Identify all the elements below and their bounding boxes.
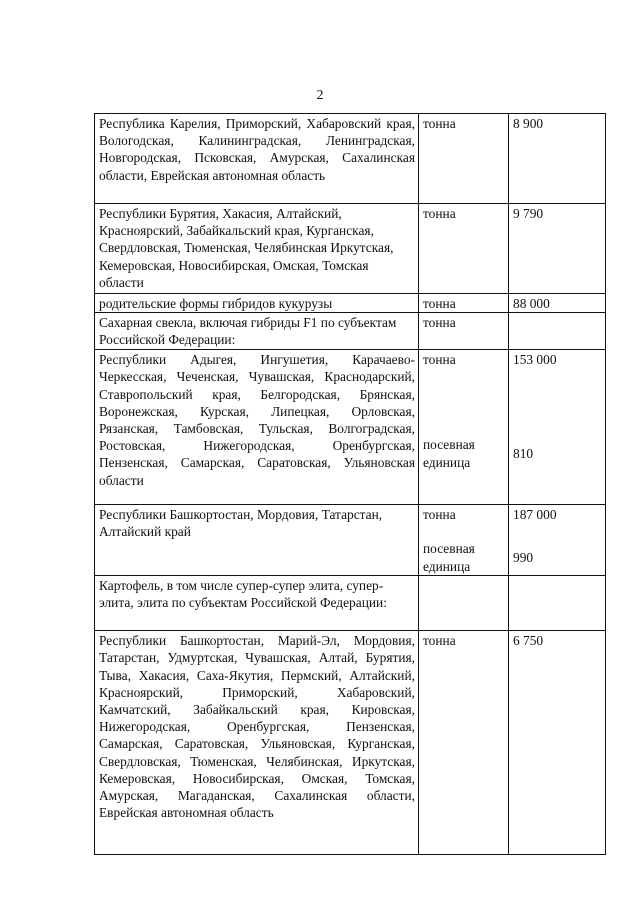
amount-cell <box>509 350 606 505</box>
unit-cell: тонна <box>419 631 509 855</box>
unit-label: тонна <box>423 352 456 368</box>
region-cell: Республики Бурятия, Хакасия, Алтайский, Красноярский, Забайкальский края, Курганская, Свердловская, Тюменская, Челябинская Иркутская, Кемеровская, Новосибирская, Омская, Томская области <box>95 204 419 294</box>
unit-label-secondary: посевная единица <box>423 541 475 574</box>
region-cell: родительские формы гибридов кукурузы <box>95 294 419 313</box>
unit-cell <box>419 505 509 576</box>
amount-cell <box>509 505 606 576</box>
unit-cell: тонна <box>419 313 509 350</box>
unit-cell: тонна <box>419 204 509 294</box>
table-row <box>95 204 606 294</box>
amount-value: 153 000 <box>513 352 557 368</box>
page-number: 2 <box>316 88 324 103</box>
table-row <box>95 631 606 855</box>
region-cell: Картофель, в том числе супер-супер элита, супер-элита, элита по субъектам Российской Федерации: <box>95 576 419 631</box>
unit-cell <box>419 576 509 631</box>
unit-cell: тонна <box>419 294 509 313</box>
table-row <box>95 350 606 505</box>
quota-table <box>94 113 606 855</box>
amount-value-secondary: 810 <box>513 446 534 462</box>
unit-cell <box>419 350 509 505</box>
amount-cell: 9 790 <box>509 204 606 294</box>
table-row <box>95 313 606 350</box>
unit-cell: тонна <box>419 114 509 204</box>
table-row <box>95 576 606 631</box>
region-cell: Республика Карелия, Приморский, Хабаровский края, Вологодская, Калининградская, Ленинградская, Новгородская, Псковская, Амурская, Сахалинская области, Еврейская автономная область <box>95 114 419 204</box>
unit-label-secondary: посевная единица <box>423 437 475 470</box>
amount-cell: 6 750 <box>509 631 606 855</box>
region-cell: Республики Башкортостан, Мордовия, Татарстан, Алтайский край <box>95 505 419 576</box>
amount-cell: 8 900 <box>509 114 606 204</box>
table-row <box>95 114 606 204</box>
amount-cell <box>509 576 606 631</box>
table-row <box>95 294 606 313</box>
region-cell: Сахарная свекла, включая гибриды F1 по субъектам Российской Федерации: <box>95 313 419 350</box>
region-cell: Республики Башкортостан, Марий-Эл, Мордовия, Татарстан, Удмуртская, Чувашская, Алтай, Бурятия, Тыва, Хакасия, Саха-Якутия, Пермский, Алтайский, Красноярский, Приморский, Хабаровский, Камчатский, Забайкальский края, Кировская, Нижегородская, Оренбургская, Пензенская, Самарская, Саратовская, Ульяновская, Курганская, Свердловская, Тюменская, Челябинская, Иркутская, Кемеровская, Новосибирская, Омская, Томская, Амурская, Магаданская, Сахалинская области, Еврейская автономная область <box>95 631 419 855</box>
table-row <box>95 505 606 576</box>
amount-value: 187 000 <box>513 507 557 523</box>
unit-label: тонна <box>423 507 456 523</box>
amount-cell <box>509 313 606 350</box>
amount-cell: 88 000 <box>509 294 606 313</box>
region-cell: Республики Адыгея, Ингушетия, Карачаево-Черкесская, Чеченская, Чувашская, Краснодарский, Ставропольский края, Белгородская, Брянская, Воронежская, Курская, Липецкая, Орловская, Рязанская, Тамбовская, Тульская, Волгоградская, Ростовская, Нижегородская, Оренбургская, Пензенская, Самарская, Саратовская, Ульяновская области <box>95 350 419 505</box>
amount-value-secondary: 990 <box>513 550 534 566</box>
